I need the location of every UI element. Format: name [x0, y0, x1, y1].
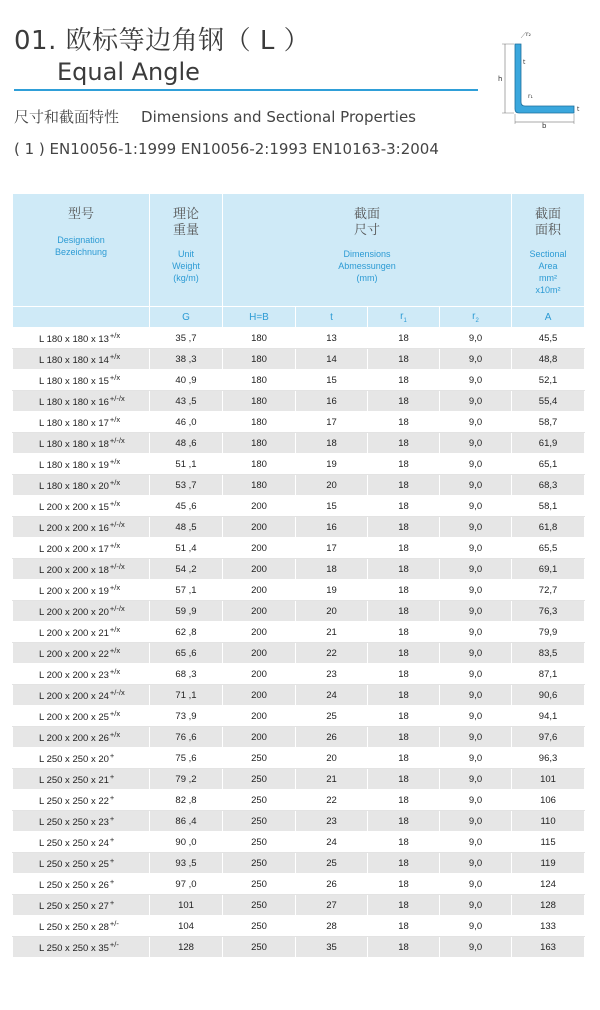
cell-unit-weight: 82 ,8 [150, 790, 223, 811]
cell-sectional-area: 45,5 [512, 328, 585, 349]
diagram-label-t-horizontal: t [577, 106, 580, 113]
cell-r2: 9,0 [440, 853, 512, 874]
designation-mark: + [109, 835, 115, 844]
cell-designation: L 180 x 180 x $17^{+/x}$ [13, 412, 150, 433]
page-title-cn: 01. 欧标等边角钢（ L ） [14, 26, 311, 56]
cell-sectional-area: 61,8 [512, 517, 585, 538]
cell-thickness: 25 [296, 853, 368, 874]
cell-designation: L 180 x 180 x $19^{+/x}$ [13, 454, 150, 475]
cell-designation: L 180 x 180 x $13^{+/x}$ [13, 328, 150, 349]
cell-sectional-area: 133 [512, 916, 585, 937]
cell-r2: 9,0 [440, 454, 512, 475]
cell-designation: L 200 x 200 x $17^{+/x}$ [13, 538, 150, 559]
cell-r1: 18 [368, 496, 440, 517]
cell-sectional-area: 96,3 [512, 748, 585, 769]
cell-unit-weight: 53 ,7 [150, 475, 223, 496]
table-row [13, 664, 585, 685]
cell-h-b: 180 [223, 349, 296, 370]
header-designation: 型号 Designation Bezeichnung [13, 194, 150, 307]
cell-unit-weight: 54 ,2 [150, 559, 223, 580]
cell-r2: 9,0 [440, 328, 512, 349]
table-row [13, 727, 585, 748]
cell-r2: 9,0 [440, 874, 512, 895]
cell-thickness: 24 [296, 685, 368, 706]
cell-r2: 9,0 [440, 433, 512, 454]
cell-sectional-area: 101 [512, 769, 585, 790]
cell-r2: 9,0 [440, 664, 512, 685]
designation-mark: +/x [109, 457, 121, 466]
cell-designation: L 200 x 200 x $26^{+/x}$ [13, 727, 150, 748]
cell-unit-weight: 90 ,0 [150, 832, 223, 853]
cell-r1: 18 [368, 706, 440, 727]
designation-mark: +/-/x [109, 520, 125, 529]
cell-thickness: 18 [296, 559, 368, 580]
cell-designation: L 180 x 180 x $16^{+/-/x}$ [13, 391, 150, 412]
cell-sectional-area: 65,5 [512, 538, 585, 559]
table-row [13, 601, 585, 622]
cell-unit-weight: 51 ,1 [150, 454, 223, 475]
cell-h-b: 250 [223, 853, 296, 874]
cell-sectional-area: 48,8 [512, 349, 585, 370]
cell-r2: 9,0 [440, 937, 512, 958]
cell-r2: 9,0 [440, 496, 512, 517]
cell-h-b: 200 [223, 517, 296, 538]
cell-h-b: 200 [223, 580, 296, 601]
table-row [13, 874, 585, 895]
cell-r2: 9,0 [440, 349, 512, 370]
cell-unit-weight: 97 ,0 [150, 874, 223, 895]
cell-r1: 18 [368, 664, 440, 685]
designation-mark: +/x [109, 499, 121, 508]
cell-r1: 18 [368, 811, 440, 832]
cell-h-b: 180 [223, 475, 296, 496]
cell-r2: 9,0 [440, 475, 512, 496]
designation-mark: +/x [109, 541, 121, 550]
designation-mark: +/x [109, 730, 121, 739]
designation-mark: +/x [109, 415, 121, 424]
cell-r1: 18 [368, 559, 440, 580]
cell-r1: 18 [368, 517, 440, 538]
cell-thickness: 27 [296, 895, 368, 916]
designation-mark: +/-/x [109, 436, 125, 445]
cell-thickness: 14 [296, 349, 368, 370]
cell-r2: 9,0 [440, 601, 512, 622]
cell-designation: L 200 x 200 x $19^{+/x}$ [13, 580, 150, 601]
cell-designation: L 180 x 180 x $18^{+/-/x}$ [13, 433, 150, 454]
cell-sectional-area: 87,1 [512, 664, 585, 685]
table-row [13, 811, 585, 832]
designation-mark: +/x [109, 478, 121, 487]
cell-h-b: 250 [223, 874, 296, 895]
cell-r2: 9,0 [440, 895, 512, 916]
cell-h-b: 180 [223, 328, 296, 349]
cell-h-b: 200 [223, 538, 296, 559]
cell-r2: 9,0 [440, 706, 512, 727]
table-row [13, 769, 585, 790]
cell-h-b: 200 [223, 727, 296, 748]
header-sectional-area: 截面 面积 Sectional Area mm² x10m² [512, 194, 585, 307]
cell-designation: L 200 x 200 x $21^{+/x}$ [13, 622, 150, 643]
cell-thickness: 20 [296, 601, 368, 622]
cell-designation: L 200 x 200 x $16^{+/-/x}$ [13, 517, 150, 538]
cell-r1: 18 [368, 895, 440, 916]
cell-r2: 9,0 [440, 517, 512, 538]
cell-designation: L 200 x 200 x $25^{+/x}$ [13, 706, 150, 727]
cell-sectional-area: 106 [512, 790, 585, 811]
table-row [13, 496, 585, 517]
cell-sectional-area: 58,1 [512, 496, 585, 517]
cell-sectional-area: 110 [512, 811, 585, 832]
table-row [13, 328, 585, 349]
cell-sectional-area: 79,9 [512, 622, 585, 643]
cell-unit-weight: 35 ,7 [150, 328, 223, 349]
designation-mark: + [109, 772, 115, 781]
cell-sectional-area: 128 [512, 895, 585, 916]
designation-mark: +/- [109, 940, 119, 949]
cell-h-b: 250 [223, 832, 296, 853]
cell-unit-weight: 73 ,9 [150, 706, 223, 727]
cell-thickness: 26 [296, 727, 368, 748]
cell-r1: 18 [368, 391, 440, 412]
cell-unit-weight: 40 ,9 [150, 370, 223, 391]
cell-r2: 9,0 [440, 811, 512, 832]
cell-thickness: 24 [296, 832, 368, 853]
table-row [13, 370, 585, 391]
cell-designation: L 250 x 250 x 28+/- [13, 916, 150, 937]
cell-unit-weight: 45 ,6 [150, 496, 223, 517]
table-row [13, 391, 585, 412]
table-subheader-row [13, 307, 585, 328]
cell-r2: 9,0 [440, 643, 512, 664]
table-row [13, 643, 585, 664]
designation-mark: +/x [109, 709, 121, 718]
diagram-label-r1: r₁ [528, 93, 533, 100]
cell-r1: 18 [368, 916, 440, 937]
cell-thickness: 15 [296, 370, 368, 391]
cell-designation: L 250 x 250 x 25+ [13, 853, 150, 874]
cell-unit-weight: 59 ,9 [150, 601, 223, 622]
designation-mark: + [109, 793, 115, 802]
cell-sectional-area: 65,1 [512, 454, 585, 475]
cell-designation: L 180 x 180 x $14^{+/x}$ [13, 349, 150, 370]
cell-r2: 9,0 [440, 580, 512, 601]
cell-thickness: 15 [296, 496, 368, 517]
cell-sectional-area: 90,6 [512, 685, 585, 706]
cell-r1: 18 [368, 727, 440, 748]
designation-mark: + [109, 856, 115, 865]
cell-thickness: 23 [296, 664, 368, 685]
cell-unit-weight: 75 ,6 [150, 748, 223, 769]
cell-r1: 18 [368, 643, 440, 664]
subheader-hb: H=B [223, 307, 296, 328]
cell-thickness: 20 [296, 748, 368, 769]
subtitle-en: Dimensions and Sectional Properties [141, 108, 416, 126]
table-body [13, 328, 585, 958]
table-header-row [13, 194, 585, 307]
cell-h-b: 250 [223, 790, 296, 811]
cell-unit-weight: 104 [150, 916, 223, 937]
table-row [13, 475, 585, 496]
cell-designation: L 180 x 180 x $20^{+/x}$ [13, 475, 150, 496]
diagram-label-h: h [498, 75, 503, 83]
table-row [13, 895, 585, 916]
cell-unit-weight: 48 ,6 [150, 433, 223, 454]
cell-r2: 9,0 [440, 538, 512, 559]
cell-thickness: 19 [296, 580, 368, 601]
cell-h-b: 250 [223, 895, 296, 916]
cell-unit-weight: 86 ,4 [150, 811, 223, 832]
cell-h-b: 200 [223, 706, 296, 727]
designation-mark: +/-/x [109, 604, 125, 613]
cell-designation: L 250 x 250 x 23+ [13, 811, 150, 832]
cell-h-b: 200 [223, 685, 296, 706]
standards-line: ( 1 ) EN10056-1:1999 EN10056-2:1993 EN10163-3:2004 [14, 140, 439, 158]
table-row [13, 706, 585, 727]
cell-thickness: 28 [296, 916, 368, 937]
table-row [13, 853, 585, 874]
header-dimensions: 截面 尺寸 Dimensions Abmessungen (mm) [223, 194, 512, 307]
cell-r1: 18 [368, 475, 440, 496]
cell-h-b: 250 [223, 916, 296, 937]
designation-mark: + [109, 877, 115, 886]
cell-designation: L 180 x 180 x $15^{+/x}$ [13, 370, 150, 391]
cell-thickness: 25 [296, 706, 368, 727]
cell-r2: 9,0 [440, 391, 512, 412]
cell-r1: 18 [368, 328, 440, 349]
designation-mark: +/-/x [109, 394, 125, 403]
cell-thickness: 21 [296, 622, 368, 643]
cell-unit-weight: 101 [150, 895, 223, 916]
cell-r1: 18 [368, 622, 440, 643]
header-unit-weight: 理论 重量 Unit Weight (kg/m) [150, 194, 223, 307]
cell-unit-weight: 57 ,1 [150, 580, 223, 601]
cell-designation: L 250 x 250 x 26+ [13, 874, 150, 895]
cell-unit-weight: 71 ,1 [150, 685, 223, 706]
cell-sectional-area: 97,6 [512, 727, 585, 748]
cell-unit-weight: 46 ,0 [150, 412, 223, 433]
cell-r2: 9,0 [440, 832, 512, 853]
cell-unit-weight: 62 ,8 [150, 622, 223, 643]
cell-sectional-area: 55,4 [512, 391, 585, 412]
cell-r1: 18 [368, 832, 440, 853]
table-row [13, 349, 585, 370]
subtitle-cn: 尺寸和截面特性 [14, 108, 120, 126]
designation-mark: +/x [109, 331, 121, 340]
cell-r1: 18 [368, 538, 440, 559]
cell-r1: 18 [368, 412, 440, 433]
cell-thickness: 35 [296, 937, 368, 958]
cell-r2: 9,0 [440, 790, 512, 811]
cell-thickness: 22 [296, 643, 368, 664]
cell-h-b: 200 [223, 601, 296, 622]
properties-table [12, 193, 585, 958]
cell-designation: L 200 x 200 x $15^{+/x}$ [13, 496, 150, 517]
cell-r1: 18 [368, 370, 440, 391]
cell-designation: L 200 x 200 x $22^{+/x}$ [13, 643, 150, 664]
cell-h-b: 200 [223, 664, 296, 685]
designation-mark: +/-/x [109, 688, 125, 697]
cell-r1: 18 [368, 580, 440, 601]
cell-sectional-area: 124 [512, 874, 585, 895]
cell-r2: 9,0 [440, 769, 512, 790]
cell-r1: 18 [368, 685, 440, 706]
section-subtitle [14, 106, 416, 127]
cell-r2: 9,0 [440, 559, 512, 580]
cell-thickness: 21 [296, 769, 368, 790]
cell-thickness: 17 [296, 412, 368, 433]
cell-r1: 18 [368, 874, 440, 895]
subheader-a: A [512, 307, 585, 328]
subheader-g: G [150, 307, 223, 328]
subheader-designation [13, 307, 150, 328]
cell-designation: L 250 x 250 x 35+/- [13, 937, 150, 958]
diagram-label-r2: r₂ [526, 31, 531, 38]
cell-unit-weight: 51 ,4 [150, 538, 223, 559]
cell-unit-weight: 93 ,5 [150, 853, 223, 874]
cell-designation: L 250 x 250 x 22+ [13, 790, 150, 811]
cell-unit-weight: 76 ,6 [150, 727, 223, 748]
cell-sectional-area: 61,9 [512, 433, 585, 454]
cell-thickness: 19 [296, 454, 368, 475]
designation-mark: + [109, 814, 115, 823]
cell-designation: L 200 x 200 x $20^{+/-/x}$ [13, 601, 150, 622]
cell-r2: 9,0 [440, 685, 512, 706]
cell-sectional-area: 69,1 [512, 559, 585, 580]
cell-r1: 18 [368, 769, 440, 790]
cell-designation: L 250 x 250 x 24+ [13, 832, 150, 853]
cell-r2: 9,0 [440, 370, 512, 391]
cell-thickness: 16 [296, 517, 368, 538]
cell-sectional-area: 58,7 [512, 412, 585, 433]
cell-h-b: 250 [223, 937, 296, 958]
cell-designation: L 200 x 200 x $23^{+/x}$ [13, 664, 150, 685]
table-row [13, 937, 585, 958]
cell-sectional-area: 94,1 [512, 706, 585, 727]
cell-h-b: 250 [223, 811, 296, 832]
subheader-r1: $r_1$ [368, 307, 440, 328]
cell-designation: L 250 x 250 x 21+ [13, 769, 150, 790]
cell-h-b: 180 [223, 391, 296, 412]
table-row [13, 748, 585, 769]
cell-designation: L 250 x 250 x 20+ [13, 748, 150, 769]
cell-sectional-area: 163 [512, 937, 585, 958]
cell-r1: 18 [368, 454, 440, 475]
cell-unit-weight: 48 ,5 [150, 517, 223, 538]
cell-r2: 9,0 [440, 916, 512, 937]
cell-r2: 9,0 [440, 622, 512, 643]
table-row [13, 580, 585, 601]
cell-r2: 9,0 [440, 727, 512, 748]
cell-unit-weight: 43 ,5 [150, 391, 223, 412]
cell-h-b: 200 [223, 643, 296, 664]
cell-h-b: 200 [223, 496, 296, 517]
cell-unit-weight: 68 ,3 [150, 664, 223, 685]
table-row [13, 832, 585, 853]
cell-unit-weight: 79 ,2 [150, 769, 223, 790]
cell-h-b: 200 [223, 559, 296, 580]
cell-unit-weight: 38 ,3 [150, 349, 223, 370]
cell-h-b: 250 [223, 769, 296, 790]
table-row [13, 622, 585, 643]
cell-r1: 18 [368, 748, 440, 769]
cell-designation: L 200 x 200 x $24^{+/-/x}$ [13, 685, 150, 706]
cell-r1: 18 [368, 790, 440, 811]
cell-unit-weight: 65 ,6 [150, 643, 223, 664]
cell-h-b: 180 [223, 412, 296, 433]
diagram-label-b: b [542, 122, 547, 128]
cell-h-b: 180 [223, 454, 296, 475]
cell-sectional-area: 83,5 [512, 643, 585, 664]
designation-mark: +/x [109, 373, 121, 382]
cell-r1: 18 [368, 601, 440, 622]
subheader-r2: $r_2$ [440, 307, 512, 328]
cell-h-b: 180 [223, 370, 296, 391]
designation-mark: +/-/x [109, 562, 125, 571]
cell-h-b: 250 [223, 748, 296, 769]
designation-mark: + [109, 751, 115, 760]
cell-thickness: 20 [296, 475, 368, 496]
table-row [13, 454, 585, 475]
designation-mark: +/x [109, 352, 121, 361]
designation-mark: +/x [109, 646, 121, 655]
cell-r1: 18 [368, 853, 440, 874]
cell-thickness: 18 [296, 433, 368, 454]
cell-designation: L 250 x 250 x 27+ [13, 895, 150, 916]
cell-r1: 18 [368, 349, 440, 370]
cell-thickness: 26 [296, 874, 368, 895]
cell-sectional-area: 72,7 [512, 580, 585, 601]
designation-mark: +/x [109, 583, 121, 592]
subheader-t: t [296, 307, 368, 328]
cell-thickness: 17 [296, 538, 368, 559]
cell-thickness: 23 [296, 811, 368, 832]
cell-sectional-area: 76,3 [512, 601, 585, 622]
cell-sectional-area: 52,1 [512, 370, 585, 391]
cell-designation: L 200 x 200 x $18^{+/-/x}$ [13, 559, 150, 580]
cell-sectional-area: 68,3 [512, 475, 585, 496]
cell-thickness: 22 [296, 790, 368, 811]
table-row [13, 685, 585, 706]
table-row [13, 412, 585, 433]
designation-mark: +/x [109, 667, 121, 676]
designation-mark: +/x [109, 625, 121, 634]
cell-sectional-area: 119 [512, 853, 585, 874]
table-row [13, 916, 585, 937]
page-title-en: Equal Angle [57, 58, 200, 86]
cell-thickness: 16 [296, 391, 368, 412]
cell-r2: 9,0 [440, 412, 512, 433]
cell-h-b: 200 [223, 622, 296, 643]
cell-thickness: 13 [296, 328, 368, 349]
table-row [13, 538, 585, 559]
diagram-label-t-vertical: t [523, 59, 526, 66]
cell-sectional-area: 115 [512, 832, 585, 853]
title-divider [14, 89, 478, 91]
table-row [13, 790, 585, 811]
designation-mark: +/- [109, 919, 119, 928]
cell-unit-weight: 128 [150, 937, 223, 958]
cell-h-b: 180 [223, 433, 296, 454]
table-row [13, 433, 585, 454]
cell-r1: 18 [368, 937, 440, 958]
table-row [13, 559, 585, 580]
table-row [13, 517, 585, 538]
designation-mark: + [109, 898, 115, 907]
cell-r2: 9,0 [440, 748, 512, 769]
cell-r1: 18 [368, 433, 440, 454]
angle-section-diagram [488, 28, 588, 128]
